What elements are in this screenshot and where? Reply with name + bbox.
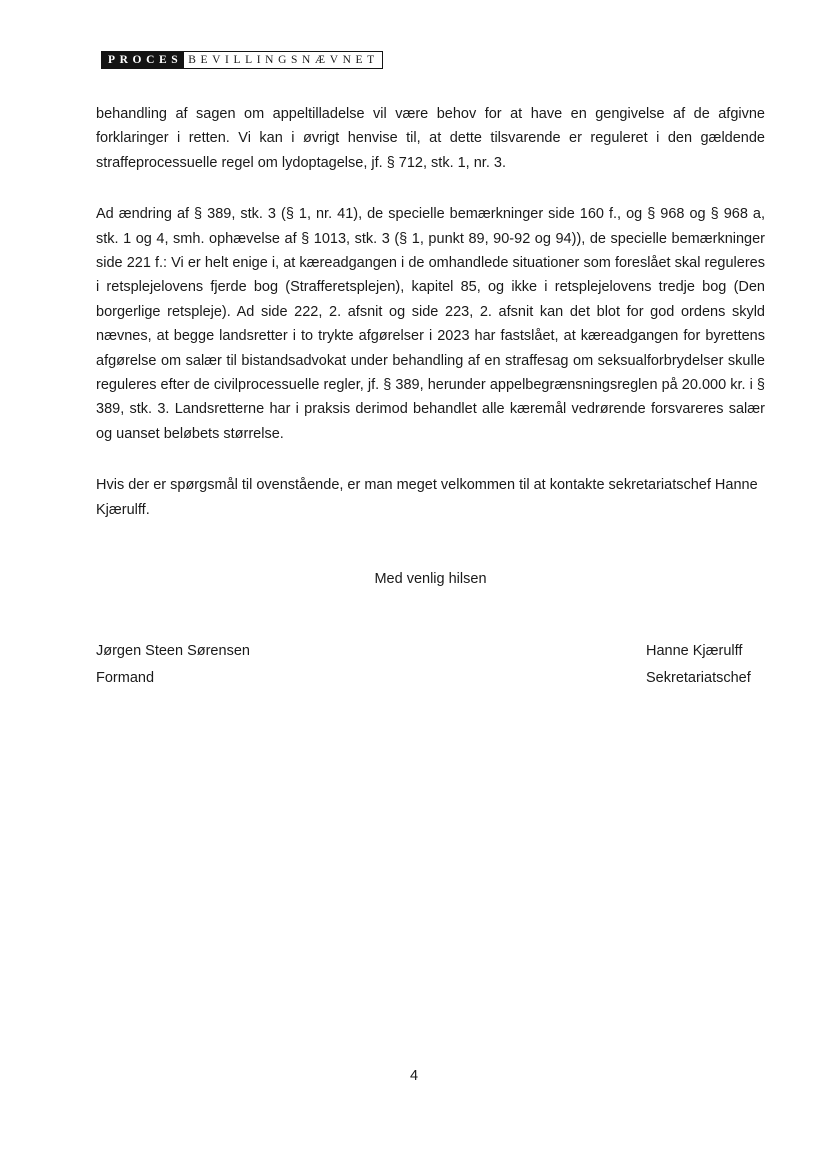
body-paragraph-1: behandling af sagen om appeltilladelse vil være behov for at have en gengivelse af de afgivne forklaringer i retten. Vi kan i øvrigt henvise til, at dette tilsvarende er reguleret i den gældende straffeprocessuelle regel om lydoptagelse, jf. § 712, stk. 1, nr. 3. [96, 106, 765, 171]
body-paragraph-2: Ad ændring af § 389, stk. 3 (§ 1, nr. 41), de specielle bemærkninger side 160 f., og § 968 og § 968 a, stk. 1 og 4, smh. ophævelse af § 1013, stk. 3 (§ 1, punkt 89, 90-92 og 94)), de specielle bemærkninger side 221 f.: Vi er helt enige i, at kæreadgangen i de omhandlede situationer som foreslået skal reguleres i retsplejelovens fjerde bog (Strafferetsplejen), kapitel 85, og ikke i retsplejelovens tredje bog (Den borgerlige retspleje). Ad side 222, 2. afsnit og side 223, 2. afsnit kan det blot for god ordens skyld nævnes, at begge landsretter i to trykte afgørelser i 2023 har fastslået, at kæreadgangen for byrettens afgørelse om salær til bistandsadvokat under behandling af en straffesag om seksualforbrydelser skulle reguleres efter de civilprocessuelle regler, jf. § 389, herunder appelbegrænsningsreglen på 20.000 kr. i § 389, stk. 3. Landsretterne har i praksis derimod behandlet alle kæremål vedrørende forsvareres salær og uanset beløbets størrelse. [96, 206, 765, 442]
signature-right-name: Hanne Kjærulff [646, 643, 743, 659]
signature-right [646, 638, 751, 692]
procesbevillingsnaevnet-logo [101, 51, 383, 69]
signature-right-title: Sekretariatschef [646, 670, 751, 686]
logo-dark-part: PROCES [101, 51, 184, 69]
body-paragraph-3: Hvis der er spørgsmål til ovenstående, er man meget velkommen til at kontakte sekretariatschef Hanne Kjærulff. [96, 477, 758, 518]
signature-left-name: Jørgen Steen Sørensen [96, 643, 250, 659]
page-number: 4 [409, 1068, 419, 1084]
signature-left [96, 638, 250, 692]
signature-left-title: Formand [96, 670, 155, 686]
letter-body [96, 102, 765, 522]
closing-greeting: Med venlig hilsen [374, 571, 487, 587]
logo-light-part: BEVILLINGSNÆVNET [184, 51, 383, 69]
